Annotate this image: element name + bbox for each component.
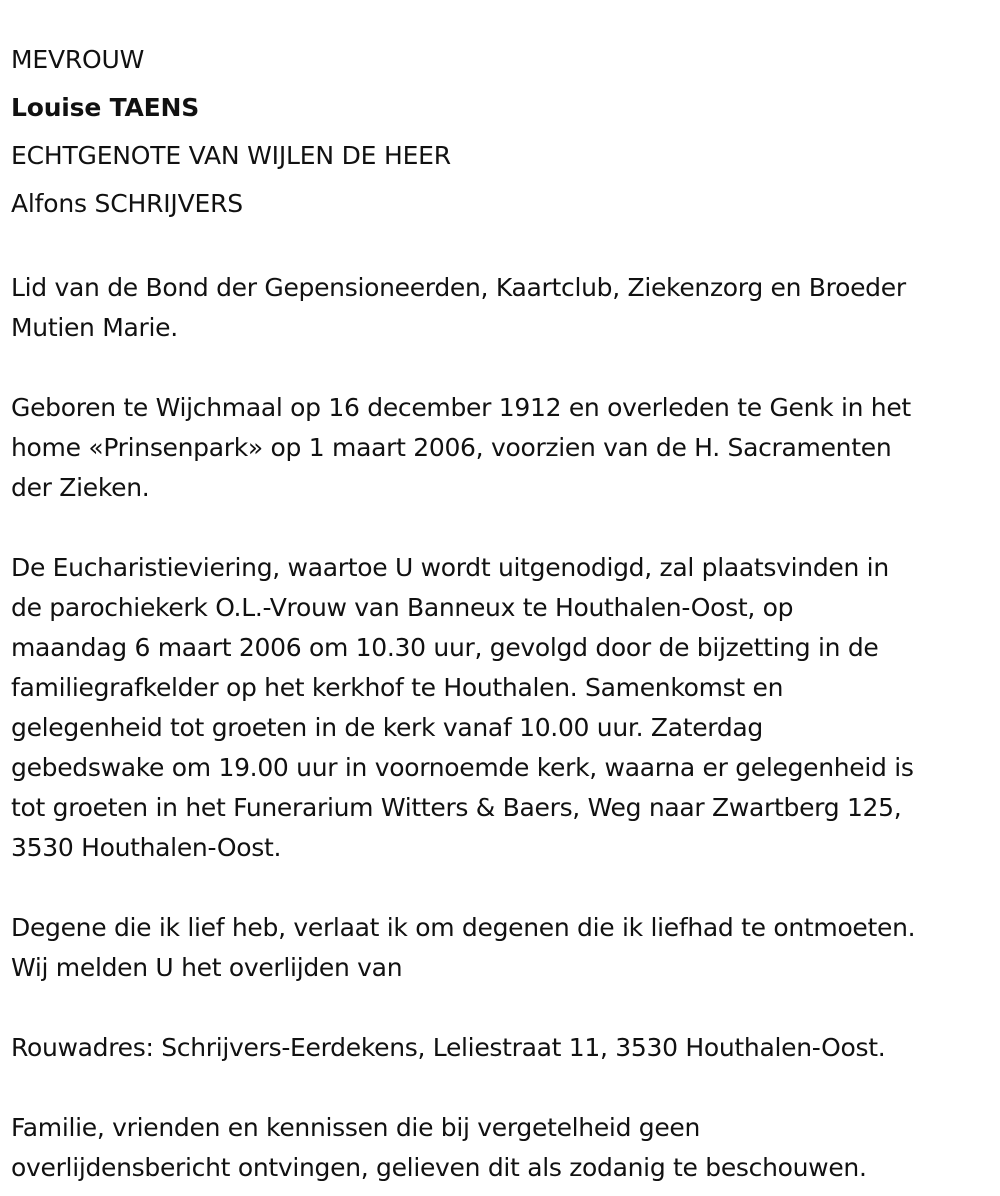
paragraph-line: Mutien Marie. bbox=[11, 313, 178, 342]
paragraph-line: familiegrafkelder op het kerkhof te Houthalen. Samenkomst en bbox=[11, 673, 784, 702]
ceremony-paragraph bbox=[11, 548, 991, 868]
paragraph-line: 3530 Houthalen-Oost. bbox=[11, 833, 282, 862]
paragraph-line: gelegenheid tot groeten in de kerk vanaf 10.00 uur. Zaterdag bbox=[11, 713, 763, 742]
title-prefix: MEVROUW bbox=[11, 45, 145, 74]
notice-paragraph bbox=[11, 1108, 991, 1188]
deceased-name: Louise TAENS bbox=[11, 93, 200, 122]
paragraph-line: De Eucharistieviering, waartoe U wordt uitgenodigd, zal plaatsvinden in bbox=[11, 553, 889, 582]
paragraph-line: home «Prinsenpark» op 1 maart 2006, voorzien van de H. Sacramenten bbox=[11, 433, 892, 462]
paragraph-line: der Zieken. bbox=[11, 473, 150, 502]
paragraph-line: overlijdensbericht ontvingen, gelieven dit als zodanig te beschouwen. bbox=[11, 1153, 867, 1182]
spouse-name: Alfons SCHRIJVERS bbox=[11, 189, 243, 218]
paragraph-line: Lid van de Bond der Gepensioneerden, Kaartclub, Ziekenzorg en Broeder bbox=[11, 273, 906, 302]
paragraph-line: Degene die ik lief heb, verlaat ik om degenen die ik liefhad te ontmoeten. bbox=[11, 913, 916, 942]
paragraph-line: Familie, vrienden en kennissen die bij vergetelheid geen bbox=[11, 1113, 701, 1142]
paragraph-line: tot groeten in het Funerarium Witters & Baers, Weg naar Zwartberg 125, bbox=[11, 793, 902, 822]
quote-paragraph bbox=[11, 908, 991, 988]
paragraph-line: Rouwadres: Schrijvers-Eerdekens, Leliestraat 11, 3530 Houthalen-Oost. bbox=[11, 1033, 886, 1062]
relation-line: ECHTGENOTE VAN WIJLEN DE HEER bbox=[11, 141, 451, 170]
birth-death-paragraph bbox=[11, 388, 991, 508]
obituary-document bbox=[11, 36, 991, 1188]
paragraph-line: de parochiekerk O.L.-Vrouw van Banneux te Houthalen-Oost, op bbox=[11, 593, 794, 622]
paragraph-line: Geboren te Wijchmaal op 16 december 1912 en overleden te Genk in het bbox=[11, 393, 911, 422]
membership-paragraph bbox=[11, 268, 991, 348]
paragraph-line: gebedswake om 19.00 uur in voornoemde kerk, waarna er gelegenheid is bbox=[11, 753, 914, 782]
paragraph-line: Wij melden U het overlijden van bbox=[11, 953, 403, 982]
mourning-address bbox=[11, 1028, 991, 1068]
paragraph-line: maandag 6 maart 2006 om 10.30 uur, gevolgd door de bijzetting in de bbox=[11, 633, 879, 662]
